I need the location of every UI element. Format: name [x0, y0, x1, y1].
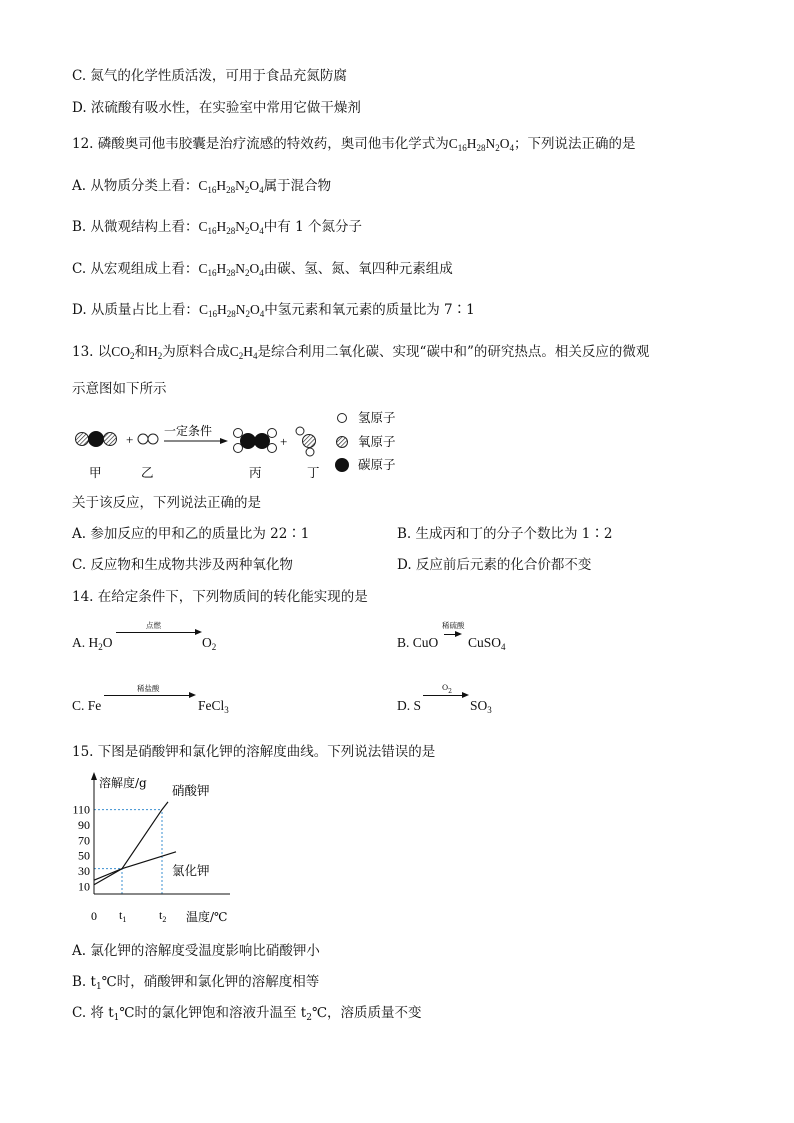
- q14-option-c-arrow-head: [189, 692, 196, 698]
- molecule-h2: [138, 434, 158, 444]
- molecule-co2: [76, 431, 117, 447]
- legend-hydrogen-icon: [338, 414, 347, 423]
- q12-stem: 12. 磷酸奥司他韦胶囊是治疗流感的特效药，奥司他韦化学式为$C_{16}H_{28}N_2O_4$；下列说法正确的是: [72, 136, 636, 153]
- q14-stem: 14. 在给定条件下，下列物质间的转化能实现的是: [72, 589, 368, 605]
- x-tick-t1: $t_1$: [119, 908, 127, 924]
- label-ding: 丁: [307, 465, 320, 480]
- plus-sign-1: +: [126, 432, 134, 447]
- q13-option-d: D. 反应前后元素的化合价都不变: [397, 557, 592, 573]
- y-tick-110: 110: [72, 802, 90, 817]
- y-tick-70: 70: [78, 833, 90, 848]
- q15-stem: 15. 下图是硝酸钾和氯化钾的溶解度曲线。下列说法错误的是: [72, 744, 436, 760]
- legend-oxygen-label: 氧原子: [358, 434, 396, 449]
- legend-oxygen-icon: [337, 437, 348, 448]
- q14-option-b-arrow-head: [455, 631, 462, 637]
- y-tick-30: 30: [78, 863, 90, 878]
- x-tick-t2: $t_2$: [159, 908, 167, 924]
- q12-option-d: D. 从质量占比上看：$C_{16}H_{28}N_2O_4$中氢元素和氧元素的质量比为 7∶1: [72, 302, 475, 319]
- series-line-0: [94, 802, 168, 880]
- legend-carbon-label: 碳原子: [358, 457, 396, 472]
- molecule-c2h4: [234, 429, 277, 453]
- q14-option-c-arrow: [104, 695, 190, 696]
- series-label-0: 硝酸钾: [172, 783, 210, 798]
- q14-option-b-condition: 稀硫酸: [442, 621, 465, 630]
- q14-option-b-reactant: B. CuO: [397, 635, 439, 650]
- series-label-1: 氯化钾: [172, 863, 210, 878]
- q13-option-a: A. 参加反应的甲和乙的质量比为 22∶1: [72, 526, 310, 542]
- y-tick-10: 10: [78, 879, 90, 894]
- q13-option-b: B. 生成丙和丁的分子个数比为 1∶2: [397, 526, 613, 542]
- q14-option-a-condition: 点燃: [146, 621, 161, 630]
- q12-option-b: B. 从微观结构上看：$C_{16}H_{28}N_2O_4$中有 1 个氮分子: [72, 219, 362, 236]
- label-yi: 乙: [141, 465, 154, 480]
- legend-hydrogen-label: 氢原子: [358, 410, 396, 425]
- label-jia: 甲: [89, 465, 102, 480]
- q11-option-d: D. 浓硫酸有吸水性，在实验室中常用它做干燥剂: [72, 100, 361, 116]
- y-axis-arrow: [91, 772, 97, 780]
- reaction-arrow-head: [220, 438, 228, 444]
- legend-carbon-icon: [335, 458, 349, 472]
- x-axis-label: 温度/℃: [186, 910, 228, 924]
- q14-option-b-product: CuSO$_4$: [468, 635, 506, 652]
- q14-option-c-condition: 稀盐酸: [137, 684, 160, 693]
- q15-option-c: C. 将 $t_1℃$时的氯化钾饱和溶液升温至 $t_2℃$，溶质质量不变: [72, 1005, 422, 1023]
- reaction-condition: 一定条件: [164, 424, 213, 438]
- label-bing: 丙: [249, 465, 262, 480]
- legend: [335, 410, 396, 472]
- q14-option-d-arrow: [423, 695, 463, 696]
- q14-option-d-reactant: D. S: [397, 698, 422, 713]
- q11-option-c: C. 氮气的化学性质活泼，可用于食品充氮防腐: [72, 68, 347, 84]
- q14-option-a-product: $O_2$: [202, 635, 217, 652]
- x-origin-label: 0: [91, 909, 97, 923]
- q13-stem-line2: 示意图如下所示: [72, 381, 167, 397]
- solubility-chart: [60, 768, 260, 934]
- plus-sign-2: +: [280, 434, 288, 449]
- q12-option-c: C. 从宏观组成上看：$C_{16}H_{28}N_2O_4$由碳、氢、氮、氧四种元素组成: [72, 261, 453, 278]
- q14-option-c-product: FeCl$_3$: [198, 698, 229, 715]
- y-axis-label: 溶解度/g: [99, 776, 147, 790]
- q14-option-d-condition: $O_2$: [442, 683, 452, 695]
- q14-option-d-product: $SO_3$: [470, 698, 492, 715]
- q15-option-a: A. 氯化钾的溶解度受温度影响比硝酸钾小: [72, 943, 320, 959]
- q13-option-c: C. 反应物和生成物共涉及两种氧化物: [72, 557, 293, 573]
- q14-option-a-arrow: [116, 632, 196, 633]
- formula-oseltamivir: $C_{16}H_{28}N_2O_4$: [448, 136, 515, 153]
- q14-option-a-arrow-head: [195, 629, 202, 635]
- y-tick-50: 50: [78, 848, 90, 863]
- molecule-h2o: [296, 427, 316, 456]
- q14-option-a-reactant: A. $H_2O$: [72, 635, 113, 652]
- reaction-diagram: [68, 405, 418, 485]
- q12-option-a: A. 从物质分类上看：$C_{16}H_{28}N_2O_4$属于混合物: [72, 178, 332, 195]
- q15-option-b: B. $t_1℃$时，硝酸钾和氯化钾的溶解度相等: [72, 974, 320, 992]
- q14-option-c-reactant: C. Fe: [72, 698, 102, 713]
- y-tick-90: 90: [78, 817, 90, 832]
- q14-option-d-arrow-head: [462, 692, 469, 698]
- q13-stem: 13. 以$CO_2$和$H_2$为原料合成$C_2H_4$是综合利用二氧化碳、实现“碳中和”的研究热点。相关反应的微观: [72, 344, 650, 361]
- q13-question: 关于该反应，下列说法正确的是: [72, 495, 261, 511]
